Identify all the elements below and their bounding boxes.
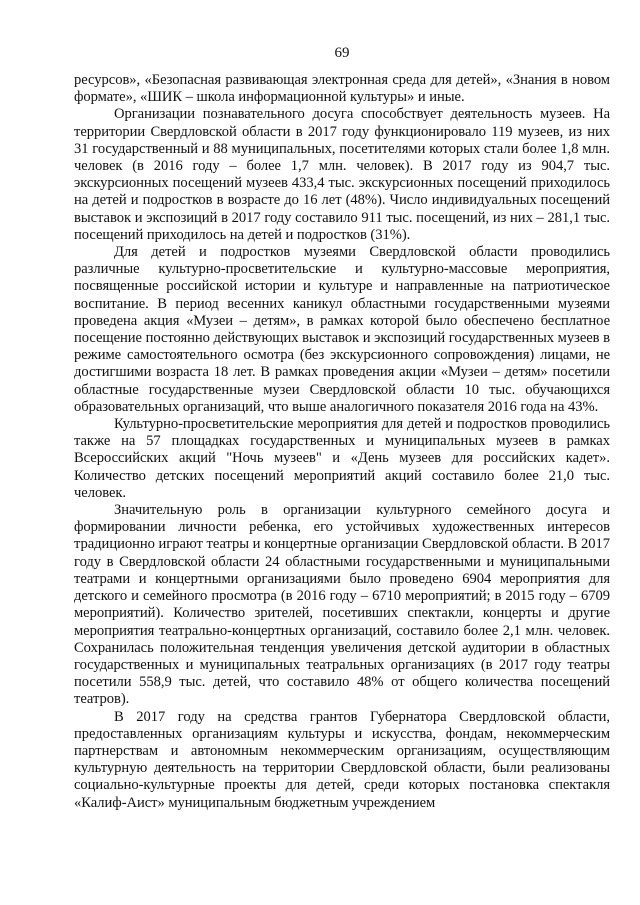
page-number: 69 [334, 45, 350, 61]
paragraph-theatres: Значительную роль в организации культурного семейного досуга и формировании личности ребенка, его устойчивых художественных интересов традиционно играют театры и концертные организации Свердловской области. В 2017 году в Свердловской области 24 областными государственными и муниципальными театрами и концертными организациями было проведено 6904 мероприятия для детского и семейного просмотра (в 2016 году – 6710 мероприятий; в 2015 году – 6709 мероприятий). Количество зрителей, посетивших спектакли, концерты и другие мероприятия театрально-концертных организаций, составило более 2,1 млн. человек. Сохранилась положительная тенденция увеличения детской аудитории в областных государственных и муниципальных театральных организациях (в 2017 году театры посетили 558,9 тыс. детей, что составило 48% от общего количества посещений театров). [74, 502, 610, 708]
paragraph-continuation: ресурсов», «Безопасная развивающая электронная среда для детей», «Знания в новом формате», «ШИК – школа информационной культуры» и иные. [74, 72, 610, 106]
paragraph-museums: Организации познавательного досуга способствует деятельность музеев. На территории Свердловской области в 2017 году функционировало 119 музеев, из них 31 государственный и 88 муниципальных, посетителями которых стали более 1,8 млн. человек (в 2016 году – более 1,7 млн. человек). В 2017 году из 904,7 тыс. экскурсионных посещений музеев 433,4 тыс. экскурсионных посещений приходилось на детей и подростков в возрасте до 16 лет (48%). Число индивидуальных посещений выставок и экспозиций в 2017 году составило 911 тыс. посещений, из них – 281,1 тыс. посещений приходилось на детей и подростков (31%). [74, 106, 610, 243]
paragraph-night-of-museums: Культурно-просветительские мероприятия для детей и подростков проводились также на 57 площадках государственных и муниципальных музеев в рамках Всероссийских акций "Ночь музеев" и «День музеев для российских кадет». Количество детских посещений мероприятий акций составило более 21,0 тыс. человек. [74, 416, 610, 501]
paragraph-grants: В 2017 году на средства грантов Губернатора Свердловской области, предоставленных организациям культуры и искусства, фондам, некоммерческим партнерствам и автономным некоммерческим организациям, осуществляющим культурную деятельность на территории Свердловской области, были реализованы социально-культурные проекты для детей, среди которых постановка спектакля «Калиф-Аист» муниципальным бюджетным учреждением [74, 708, 610, 811]
paragraph-museum-events: Для детей и подростков музеями Свердловской области проводились различные культурно-просветительские и культурно-массовые мероприятия, посвященные российской истории и культуре и направленные на патриотическое воспитание. В период весенних каникул областными государственными музеями проведена акция «Музеи – детям», в рамках которой было обеспечено бесплатное посещение постоянно действующих выставок и экспозиций государственных музеев в режиме самостоятельного осмотра (без экскурсионного сопровождения) лицами, не достигшими возраста 18 лет. В рамках проведения акции «Музеи – детям» посетили областные государственные музеи Свердловской области 10 тыс. обучающихся образовательных организаций, что выше аналогичного показателя 2016 года на 43%. [74, 244, 610, 415]
